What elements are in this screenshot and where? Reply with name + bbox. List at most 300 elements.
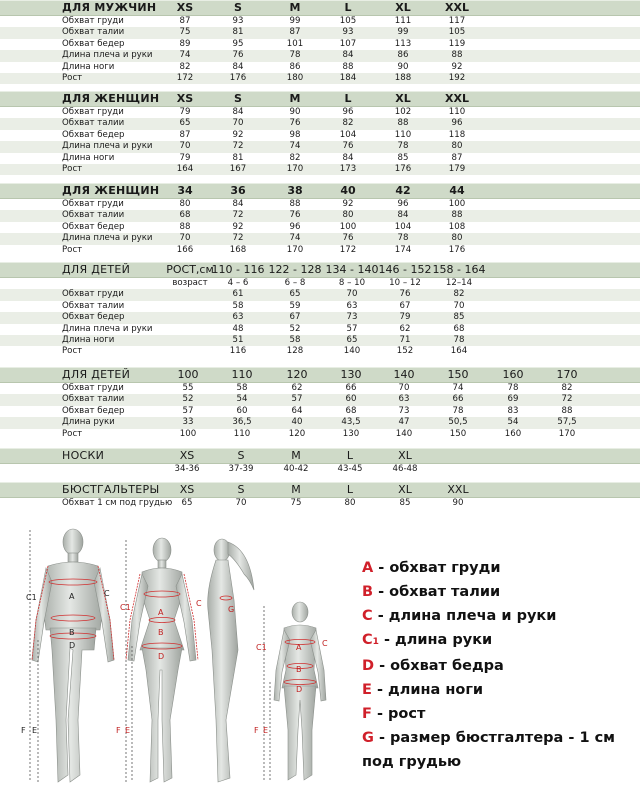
svg-text:F: F	[21, 726, 26, 735]
column-header: 110 - 116	[211, 263, 265, 276]
table-cell: 10 – 12	[389, 278, 421, 288]
table-cell: 92	[232, 129, 244, 140]
table-cell: 58	[232, 300, 244, 311]
size-table	[0, 262, 640, 358]
table-cell: 79	[399, 312, 411, 323]
table-cell: 57,5	[557, 417, 577, 428]
table-row	[0, 312, 640, 323]
row-label: Длина ноги	[62, 61, 115, 72]
table-row	[0, 346, 640, 357]
row-label: Обхват талии	[62, 394, 125, 405]
row-label: Обхват бедер	[62, 38, 125, 49]
table-cell: 105	[448, 27, 466, 38]
table-cell: 90	[397, 61, 409, 72]
table-cell: 65	[346, 334, 358, 345]
table-cell: 57	[346, 323, 358, 334]
column-header: M	[289, 92, 301, 105]
table-cell: 160	[504, 428, 522, 439]
table-row	[0, 199, 640, 210]
table-cell: 78	[289, 50, 301, 61]
column-header: 110	[231, 368, 253, 381]
row-label: Обхват 1 см под грудью	[62, 498, 173, 508]
table-cell: 80	[451, 141, 463, 152]
table-cell: 82	[289, 152, 301, 163]
table-cell: 184	[339, 72, 357, 83]
legend-text: - обхват талии	[373, 584, 501, 600]
table-row	[0, 394, 640, 405]
table-cell: 110	[448, 107, 466, 117]
table-cell: 74	[289, 233, 301, 244]
table-row	[0, 383, 640, 394]
svg-text:C1: C1	[26, 593, 37, 602]
table-cell: 192	[448, 72, 466, 83]
legend-text: - длина ноги	[371, 682, 484, 698]
table-cell: 111	[394, 16, 412, 26]
table-cell: 73	[346, 312, 358, 323]
table-row	[0, 278, 640, 289]
table-cell: 110	[233, 428, 251, 439]
table-row	[0, 164, 640, 175]
table-cell: 43,5	[341, 417, 361, 428]
table-cell: 104	[394, 221, 412, 232]
table-cell: 120	[288, 428, 306, 439]
legend-key: B	[362, 584, 374, 600]
table-cell: 93	[232, 16, 244, 26]
table-cell: 173	[339, 163, 357, 174]
table-cell: 82	[453, 289, 465, 300]
legend-key: D	[362, 658, 375, 674]
table-cell: 65	[289, 289, 301, 300]
table-cell: 78	[507, 383, 519, 393]
table-cell: 84	[232, 199, 244, 209]
table-cell: 55	[182, 383, 194, 393]
table-cell: 78	[397, 141, 409, 152]
legend-text: - размер бюстгалтера - 1 см	[373, 730, 616, 746]
table-cell: 85	[453, 312, 465, 323]
row-label: Обхват талии	[62, 210, 125, 221]
table-cell: 78	[452, 405, 464, 416]
column-header: XL	[395, 1, 411, 14]
table-cell: 88	[397, 118, 409, 129]
table-cell: 176	[448, 244, 466, 255]
table-cell: 90	[289, 107, 301, 117]
column-header: РОСТ,см	[166, 263, 214, 276]
table-cell: 40	[291, 417, 303, 428]
table-cell: 118	[448, 129, 466, 140]
table-cell: 100	[179, 428, 197, 439]
legend-item	[362, 580, 632, 604]
svg-text:D: D	[296, 685, 303, 694]
table-row	[0, 429, 640, 440]
table-cell: 179	[448, 163, 466, 174]
svg-text:F: F	[254, 726, 259, 735]
column-header: XS	[179, 483, 195, 496]
table-cell: 88	[451, 50, 463, 61]
table-cell: 117	[448, 16, 466, 26]
table-cell: 172	[176, 72, 194, 83]
table-cell: 88	[289, 199, 301, 209]
legend-text: - длина руки	[378, 632, 493, 648]
table-title: БЮСТГАЛЬТЕРЫ	[62, 483, 160, 496]
legend-key: G	[362, 730, 374, 746]
column-header: 140	[393, 368, 415, 381]
table-row	[0, 289, 640, 300]
legend-key: C	[362, 632, 373, 648]
table-cell: 79	[179, 152, 191, 163]
table-cell: 65	[179, 118, 191, 129]
size-table	[0, 183, 640, 256]
table-row	[0, 118, 640, 129]
table-cell: 40-42	[283, 464, 309, 474]
table-cell: 96	[451, 118, 463, 129]
table-cell: 68	[345, 405, 357, 416]
table-cell: 63	[398, 394, 410, 405]
table-cell: 34-36	[174, 464, 200, 474]
row-label: Длина плеча и руки	[62, 323, 153, 334]
table-cell: 164	[450, 346, 468, 357]
table-cell: 164	[176, 163, 194, 174]
table-cell: 57	[291, 394, 303, 405]
table-cell: 176	[229, 72, 247, 83]
table-cell: 100	[448, 199, 466, 209]
svg-text:A: A	[158, 608, 164, 617]
table-header	[0, 448, 640, 464]
size-table	[0, 91, 640, 175]
table-cell: 58	[289, 334, 301, 345]
table-row	[0, 233, 640, 244]
table-row	[0, 50, 640, 61]
table-cell: 86	[289, 61, 301, 72]
table-cell: 92	[451, 61, 463, 72]
table-row	[0, 62, 640, 73]
row-label: Длина ноги	[62, 152, 115, 163]
row-label: Обхват груди	[62, 107, 124, 117]
table-header	[0, 262, 640, 278]
column-header: XS	[176, 92, 194, 105]
row-label: Обхват груди	[62, 16, 124, 26]
table-cell: 50,5	[448, 417, 468, 428]
table-cell: 67	[289, 312, 301, 323]
table-cell: 65	[181, 498, 193, 508]
table-cell: 59	[289, 300, 301, 311]
legend-key-subscript: 1	[372, 637, 379, 647]
column-header: S	[237, 449, 245, 462]
row-label: Обхват бедер	[62, 312, 125, 323]
table-cell: 130	[342, 428, 360, 439]
table-cell: 82	[561, 383, 573, 393]
table-row	[0, 27, 640, 38]
column-header: XL	[398, 483, 412, 496]
table-cell: 100	[339, 221, 357, 232]
table-cell: 63	[232, 312, 244, 323]
table-cell: 99	[289, 16, 301, 26]
legend-text: - рост	[371, 706, 426, 722]
table-cell: 80	[179, 199, 191, 209]
table-cell: 52	[182, 394, 194, 405]
table-row	[0, 498, 640, 509]
column-header: XXL	[445, 92, 469, 105]
column-header: 134 - 140	[325, 263, 379, 276]
table-cell: 80	[342, 210, 354, 221]
table-cell: 6 – 8	[284, 278, 306, 288]
table-cell: 150	[449, 428, 467, 439]
table-title: ДЛЯ ДЕТЕЙ	[62, 263, 131, 276]
measurement-legend	[362, 556, 632, 774]
row-label: Обхват груди	[62, 199, 124, 209]
table-row	[0, 210, 640, 221]
column-header: XXL	[445, 1, 469, 14]
table-cell: 70	[346, 289, 358, 300]
table-row	[0, 406, 640, 417]
table-cell: 92	[232, 221, 244, 232]
table-cell: 90	[452, 498, 464, 508]
table-cell: 174	[394, 244, 412, 255]
table-cell: 69	[507, 394, 519, 405]
table-cell: 92	[342, 199, 354, 209]
svg-text:A: A	[69, 592, 75, 601]
table-cell: 170	[558, 428, 576, 439]
column-header: L	[344, 1, 352, 14]
svg-text:D: D	[69, 641, 76, 650]
table-cell: 70	[235, 498, 247, 508]
legend-item	[362, 702, 632, 726]
table-cell: 60	[345, 394, 357, 405]
table-row	[0, 222, 640, 233]
table-cell: 168	[229, 244, 247, 255]
table-cell: 166	[176, 244, 194, 255]
svg-text:C1: C1	[120, 603, 131, 612]
svg-text:F: F	[116, 726, 121, 735]
column-header: M	[291, 449, 301, 462]
column-header: 44	[449, 184, 465, 197]
table-cell: 78	[397, 233, 409, 244]
table-cell: 98	[289, 129, 301, 140]
svg-text:D: D	[158, 652, 165, 661]
table-cell: 70	[179, 141, 191, 152]
column-header: 130	[340, 368, 362, 381]
svg-text:C: C	[322, 639, 328, 648]
table-cell: 180	[286, 72, 304, 83]
table-cell: 60	[236, 405, 248, 416]
column-header: S	[237, 483, 245, 496]
size-table	[0, 367, 640, 440]
table-cell: 76	[232, 50, 244, 61]
legend-key: E	[362, 682, 372, 698]
svg-text:B: B	[158, 628, 164, 637]
svg-text:A: A	[296, 643, 302, 652]
row-label: Обхват талии	[62, 118, 125, 129]
row-label: Обхват бедер	[62, 221, 125, 232]
row-label: Рост	[62, 72, 83, 83]
table-row	[0, 153, 640, 164]
column-header: XXL	[447, 483, 469, 496]
table-cell: 96	[289, 221, 301, 232]
table-cell: 74	[452, 383, 464, 393]
size-table	[0, 448, 640, 475]
table-cell: 113	[394, 38, 412, 49]
table-cell: 48	[232, 323, 244, 334]
table-cell: 64	[291, 405, 303, 416]
table-cell: 101	[286, 38, 304, 49]
column-header: S	[234, 92, 242, 105]
row-label: Рост	[62, 428, 83, 439]
table-cell: возраст	[172, 278, 208, 288]
table-cell: 78	[453, 334, 465, 345]
legend-item	[362, 628, 632, 654]
table-cell: 170	[286, 163, 304, 174]
size-table	[0, 0, 640, 84]
table-cell: 74	[289, 141, 301, 152]
table-title: ДЛЯ ДЕТЕЙ	[62, 368, 131, 381]
table-cell: 116	[229, 346, 247, 357]
table-cell: 75	[290, 498, 302, 508]
legend-item	[362, 678, 632, 702]
svg-text:B: B	[69, 628, 75, 637]
table-cell: 70	[232, 118, 244, 129]
row-label: Длина плеча и руки	[62, 141, 153, 152]
column-header: 150	[447, 368, 469, 381]
table-cell: 51	[232, 334, 244, 345]
table-cell: 82	[179, 61, 191, 72]
row-label: Длина плеча и руки	[62, 50, 153, 61]
table-cell: 88	[179, 221, 191, 232]
table-title: ДЛЯ ЖЕНЩИН	[62, 184, 160, 197]
column-header: 158 - 164	[432, 263, 486, 276]
table-cell: 88	[451, 210, 463, 221]
table-cell: 80	[344, 498, 356, 508]
table-cell: 140	[395, 428, 413, 439]
table-header	[0, 91, 640, 107]
table-row	[0, 464, 640, 475]
row-label: Рост	[62, 346, 83, 357]
table-cell: 70	[179, 233, 191, 244]
table-cell: 80	[451, 233, 463, 244]
table-cell: 71	[399, 334, 411, 345]
legend-item	[362, 604, 632, 628]
body-measurement-figures	[18, 520, 338, 795]
table-cell: 93	[342, 27, 354, 38]
column-header: 38	[287, 184, 303, 197]
column-header: 42	[395, 184, 411, 197]
table-cell: 76	[289, 118, 301, 129]
legend-text: - длина плеча и руки	[372, 608, 557, 624]
table-row	[0, 417, 640, 428]
table-cell: 83	[507, 405, 519, 416]
table-cell: 33	[182, 417, 194, 428]
table-cell: 188	[394, 72, 412, 83]
table-cell: 96	[397, 199, 409, 209]
row-label: Обхват талии	[62, 300, 125, 311]
table-cell: 79	[179, 107, 191, 117]
table-cell: 4 – 6	[227, 278, 249, 288]
table-cell: 73	[398, 405, 410, 416]
table-cell: 107	[339, 38, 357, 49]
table-cell: 46-48	[392, 464, 418, 474]
column-header: L	[346, 483, 354, 496]
table-cell: 76	[289, 210, 301, 221]
table-cell: 89	[179, 38, 191, 49]
table-cell: 87	[179, 129, 191, 140]
legend-key: C	[362, 608, 373, 624]
row-label: Обхват талии	[62, 27, 125, 38]
column-header: 122 - 128	[268, 263, 322, 276]
legend-item	[362, 654, 632, 678]
table-cell: 12–14	[445, 278, 473, 288]
table-cell: 36,5	[232, 417, 252, 428]
row-label: Обхват бедер	[62, 129, 125, 140]
table-cell: 99	[397, 27, 409, 38]
table-cell: 72	[232, 210, 244, 221]
table-cell: 170	[286, 244, 304, 255]
row-label: Рост	[62, 163, 83, 174]
table-cell: 81	[232, 27, 244, 38]
table-cell: 72	[232, 233, 244, 244]
table-title: НОСКИ	[62, 449, 105, 462]
table-header	[0, 0, 640, 16]
table-row	[0, 324, 640, 335]
table-header	[0, 367, 640, 383]
table-cell: 68	[453, 323, 465, 334]
column-header: 34	[177, 184, 193, 197]
table-cell: 172	[339, 244, 357, 255]
table-cell: 110	[394, 129, 412, 140]
table-cell: 96	[342, 107, 354, 117]
table-row	[0, 130, 640, 141]
table-title: ДЛЯ ЖЕНЩИН	[62, 92, 160, 105]
table-row	[0, 73, 640, 84]
table-cell: 52	[289, 323, 301, 334]
table-cell: 37-39	[228, 464, 254, 474]
male-figure	[32, 529, 114, 782]
table-cell: 75	[179, 27, 191, 38]
legend-text: - обхват бедра	[374, 658, 504, 674]
table-cell: 67	[399, 300, 411, 311]
column-header: 36	[230, 184, 246, 197]
table-cell: 47	[398, 417, 410, 428]
table-cell: 66	[452, 394, 464, 405]
column-header: XL	[398, 449, 412, 462]
table-cell: 88	[342, 61, 354, 72]
table-cell: 119	[448, 38, 466, 49]
table-cell: 62	[291, 383, 303, 393]
table-header	[0, 183, 640, 199]
svg-text:C: C	[196, 599, 202, 608]
table-cell: 87	[451, 152, 463, 163]
table-cell: 104	[339, 129, 357, 140]
column-header: 170	[556, 368, 578, 381]
table-cell: 87	[289, 27, 301, 38]
row-label: Длина ноги	[62, 334, 115, 345]
legend-item	[362, 726, 632, 750]
column-header: S	[234, 1, 242, 14]
legend-tail: под грудью	[362, 754, 462, 770]
table-cell: 82	[342, 118, 354, 129]
column-header: 146 - 152	[378, 263, 432, 276]
table-cell: 140	[343, 346, 361, 357]
table-row	[0, 141, 640, 152]
table-row	[0, 16, 640, 27]
legend-item	[362, 556, 632, 580]
table-cell: 102	[394, 107, 412, 117]
table-cell: 66	[345, 383, 357, 393]
legend-key: F	[362, 706, 372, 722]
female-profile-figure	[208, 539, 254, 782]
table-title: ДЛЯ МУЖЧИН	[62, 1, 157, 14]
svg-text:B: B	[296, 665, 302, 674]
table-cell: 8 – 10	[338, 278, 366, 288]
table-cell: 72	[561, 394, 573, 405]
table-cell: 85	[399, 498, 411, 508]
